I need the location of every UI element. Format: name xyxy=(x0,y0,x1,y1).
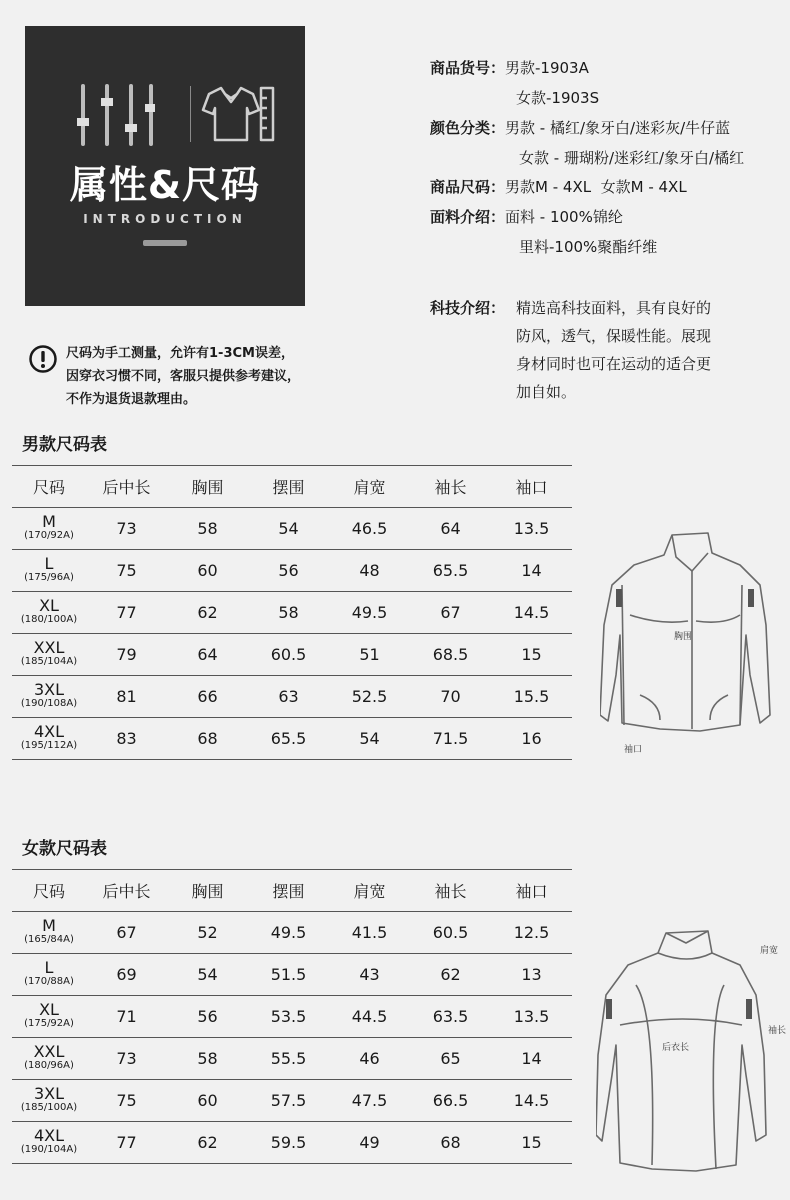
measure-cell: 68 xyxy=(440,1133,461,1152)
size-label: 4XL xyxy=(33,1125,65,1145)
measure-cell: 75 xyxy=(116,1091,137,1110)
size-label: XXL xyxy=(33,1041,65,1061)
measure-cell: 52.5 xyxy=(351,687,388,706)
table-row xyxy=(12,1080,572,1122)
measure-cell: 63.5 xyxy=(432,1007,469,1026)
size-spec: (175/96A) xyxy=(24,571,74,583)
measure-cell: 49.5 xyxy=(270,923,307,942)
measure-cell: 79 xyxy=(116,645,137,664)
measure-cell: 67 xyxy=(116,923,137,942)
header-chest: 胸围 xyxy=(191,478,224,497)
measure-cell: 49 xyxy=(359,1133,380,1152)
measure-cell: 52 xyxy=(197,923,218,942)
measure-cell: 68 xyxy=(197,729,218,748)
measure-cell: 62 xyxy=(197,1133,218,1152)
info-line-sku-men: 商品货号：男款-1903A xyxy=(430,59,589,77)
measure-cell: 14.5 xyxy=(513,1091,550,1110)
size-label: 3XL xyxy=(33,679,65,699)
notice-line: 因穿衣习惯不同，客服只提供参考建议， xyxy=(66,369,301,384)
header-back-length: 后中长 xyxy=(102,882,151,901)
banner-subtitle: INTRODUCTION xyxy=(83,212,247,226)
women-size-title: 女款尺码表 xyxy=(22,839,107,859)
measure-cell: 46 xyxy=(359,1049,380,1068)
size-label: 3XL xyxy=(33,1083,65,1103)
notice-line: 不作为退货退款理由。 xyxy=(66,392,197,407)
table-row xyxy=(12,954,572,996)
measure-cell: 69 xyxy=(116,965,137,984)
header-cuff: 袖口 xyxy=(515,882,548,901)
size-cell xyxy=(12,676,86,718)
tech-line: 身材同时也可在运动的适合更 xyxy=(516,355,712,373)
size-spec: (185/100A) xyxy=(20,1101,78,1113)
info-line-sku-women: 女款-1903S xyxy=(516,89,600,107)
size-cell xyxy=(12,718,86,760)
table-row xyxy=(12,1122,572,1164)
size-label: L xyxy=(44,957,54,977)
info-line-color-men: 颜色分类：男款 - 橘红/象牙白/迷彩灰/牛仔蓝 xyxy=(430,119,731,137)
size-spec: (170/92A) xyxy=(24,529,74,541)
table-header-row xyxy=(12,466,572,508)
measure-cell: 60 xyxy=(197,1091,218,1110)
measure-cell: 49.5 xyxy=(351,603,388,622)
size-spec: (170/88A) xyxy=(24,975,74,987)
table-row xyxy=(12,912,572,954)
measure-cell: 53.5 xyxy=(270,1007,307,1026)
diagram-label-back-length: 后衣长 xyxy=(662,1043,690,1053)
measure-cell: 13.5 xyxy=(513,519,550,538)
diagram-label-shoulder: 肩宽 xyxy=(760,946,779,956)
size-cell xyxy=(12,912,86,954)
banner-title: 属性&尺码 xyxy=(69,163,261,207)
tech-intro xyxy=(430,294,790,406)
measure-cell: 60.5 xyxy=(270,645,307,664)
measure-cell: 73 xyxy=(116,519,137,538)
diagram-label-sleeve: 袖长 xyxy=(768,1026,787,1036)
measure-cell: 67 xyxy=(440,603,461,622)
measure-cell: 57.5 xyxy=(270,1091,307,1110)
measure-cell: 54 xyxy=(197,965,218,984)
banner-underline xyxy=(143,240,187,246)
size-spec: (165/84A) xyxy=(24,933,74,945)
measure-cell: 13.5 xyxy=(513,1007,550,1026)
men-jacket-diagram xyxy=(600,525,780,755)
measure-cell: 58 xyxy=(197,519,218,538)
header-back-length: 后中长 xyxy=(102,478,151,497)
measure-cell: 15.5 xyxy=(513,687,550,706)
measure-cell: 54 xyxy=(359,729,380,748)
measure-cell: 81 xyxy=(116,687,137,706)
measure-cell: 66 xyxy=(197,687,218,706)
measure-cell: 12.5 xyxy=(513,923,550,942)
warning-icon xyxy=(28,344,58,374)
measure-cell: 16 xyxy=(521,729,542,748)
table-row xyxy=(12,996,572,1038)
men-size-table xyxy=(12,465,572,760)
size-cell xyxy=(12,954,86,996)
size-spec: (190/108A) xyxy=(20,697,78,709)
measure-cell: 65 xyxy=(440,1049,461,1068)
measure-cell: 70 xyxy=(440,687,461,706)
size-cell xyxy=(12,592,86,634)
size-cell xyxy=(12,634,86,676)
measure-cell: 83 xyxy=(116,729,137,748)
size-cell xyxy=(12,508,86,550)
measure-cell: 64 xyxy=(440,519,461,538)
diagram-label-chest: 胸围 xyxy=(674,632,693,642)
table-row xyxy=(12,1038,572,1080)
info-line-fabric: 面料介绍：面料 - 100%锦纶 xyxy=(430,208,623,226)
size-cell xyxy=(12,1038,86,1080)
measure-cell: 59.5 xyxy=(270,1133,307,1152)
size-spec: (180/100A) xyxy=(20,613,78,625)
measure-cell: 62 xyxy=(197,603,218,622)
header-sleeve: 袖长 xyxy=(434,478,467,497)
measure-cell: 77 xyxy=(116,603,137,622)
table-header-row xyxy=(12,870,572,912)
measure-cell: 64 xyxy=(197,645,218,664)
measure-cell: 65.5 xyxy=(432,561,469,580)
table-row xyxy=(12,634,572,676)
measure-cell: 48 xyxy=(359,561,380,580)
size-cell xyxy=(12,1122,86,1164)
measure-cell: 14 xyxy=(521,561,542,580)
size-label: 4XL xyxy=(33,721,65,741)
info-line-lining: 里料-100%聚酯纤维 xyxy=(519,238,658,256)
measure-cell: 15 xyxy=(521,1133,542,1152)
men-size-title: 男款尺码表 xyxy=(22,435,107,455)
size-label: XL xyxy=(39,595,59,615)
size-spec: (185/104A) xyxy=(20,655,78,667)
measure-cell: 56 xyxy=(278,561,299,580)
size-cell xyxy=(12,550,86,592)
measure-cell: 71 xyxy=(116,1007,137,1026)
measure-cell: 55.5 xyxy=(270,1049,307,1068)
measure-cell: 68.5 xyxy=(432,645,469,664)
header-shoulder: 肩宽 xyxy=(353,882,386,901)
size-spec: (175/92A) xyxy=(24,1017,74,1029)
header-cuff: 袖口 xyxy=(515,478,548,497)
women-size-table xyxy=(12,869,572,1164)
measure-cell: 71.5 xyxy=(432,729,469,748)
table-row xyxy=(12,508,572,550)
measure-cell: 73 xyxy=(116,1049,137,1068)
measure-cell: 66.5 xyxy=(432,1091,469,1110)
table-row xyxy=(12,718,572,760)
measure-cell: 44.5 xyxy=(351,1007,388,1026)
women-jacket-diagram xyxy=(596,925,790,1185)
measure-cell: 56 xyxy=(197,1007,218,1026)
header-size: 尺码 xyxy=(32,882,65,901)
sliders-icon xyxy=(77,84,155,146)
measure-cell: 51 xyxy=(359,645,380,664)
size-spec: (195/112A) xyxy=(20,739,78,751)
size-spec: (180/96A) xyxy=(24,1059,74,1071)
tech-label: 科技介绍： xyxy=(430,299,506,317)
info-line-color-women: 女款 - 珊瑚粉/迷彩红/象牙白/橘红 xyxy=(519,149,745,167)
measure-cell: 47.5 xyxy=(351,1091,388,1110)
measure-cell: 46.5 xyxy=(351,519,388,538)
table-row xyxy=(12,592,572,634)
measure-cell: 58 xyxy=(197,1049,218,1068)
table-row xyxy=(12,550,572,592)
size-cell xyxy=(12,1080,86,1122)
measure-cell: 63 xyxy=(278,687,299,706)
shirt-ruler-icon xyxy=(201,82,275,144)
measure-cell: 13 xyxy=(521,965,542,984)
measure-cell: 65.5 xyxy=(270,729,307,748)
size-spec: (190/104A) xyxy=(20,1143,78,1155)
size-label: M xyxy=(42,511,56,531)
measure-cell: 51.5 xyxy=(270,965,307,984)
measure-cell: 62 xyxy=(440,965,461,984)
header-sleeve: 袖长 xyxy=(434,882,467,901)
header-shoulder: 肩宽 xyxy=(353,478,386,497)
tech-line: 精选高科技面料，具有良好的 xyxy=(516,299,712,317)
tech-line: 加自如。 xyxy=(516,383,577,401)
measure-cell: 77 xyxy=(116,1133,137,1152)
measure-cell: 41.5 xyxy=(351,923,388,942)
tech-line: 防风，透气，保暖性能。展现 xyxy=(516,327,712,345)
measure-cell: 54 xyxy=(278,519,299,538)
size-label: XXL xyxy=(33,637,65,657)
size-cell xyxy=(12,996,86,1038)
measure-cell: 58 xyxy=(278,603,299,622)
measure-cell: 14 xyxy=(521,1049,542,1068)
measure-cell: 43 xyxy=(359,965,380,984)
header-hem: 摆围 xyxy=(272,478,305,497)
size-label: M xyxy=(42,915,56,935)
notice-line: 尺码为手工测量，允许有1-3CM误差， xyxy=(66,346,294,361)
header-chest: 胸围 xyxy=(191,882,224,901)
measure-cell: 15 xyxy=(521,645,542,664)
header-hem: 摆围 xyxy=(272,882,305,901)
header-size: 尺码 xyxy=(32,478,65,497)
info-line-size: 商品尺码：男款M - 4XL 女款M - 4XL xyxy=(430,178,687,196)
diagram-label-cuff: 袖口 xyxy=(624,745,643,755)
measure-cell: 75 xyxy=(116,561,137,580)
measure-cell: 60 xyxy=(197,561,218,580)
measure-cell: 60.5 xyxy=(432,923,469,942)
banner-divider xyxy=(190,86,191,142)
measure-cell: 14.5 xyxy=(513,603,550,622)
table-row xyxy=(12,676,572,718)
size-label: XL xyxy=(39,999,59,1019)
intro-banner xyxy=(25,26,305,306)
size-label: L xyxy=(44,553,54,573)
